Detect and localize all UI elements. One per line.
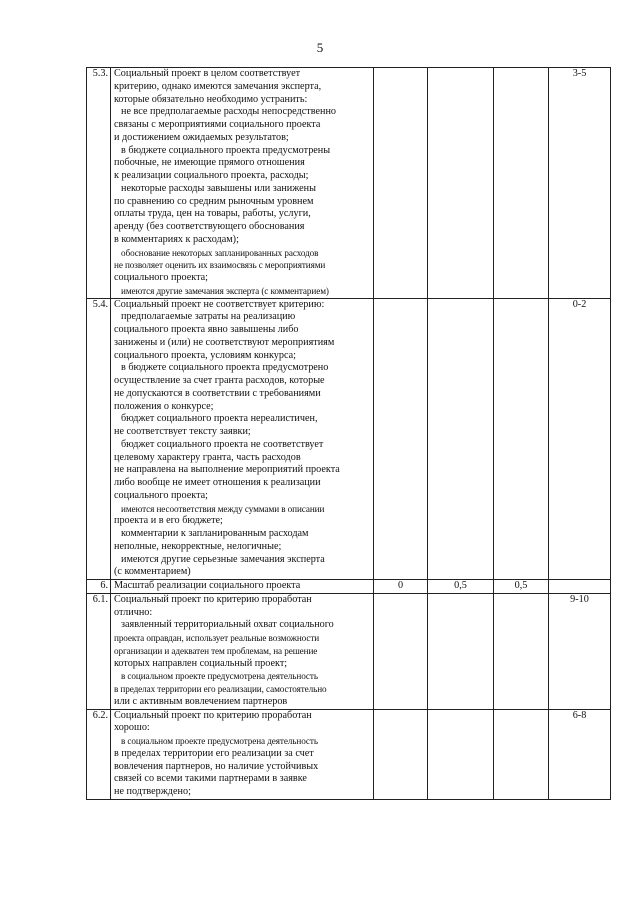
row-number: 5.3. [87, 68, 111, 299]
description-line: Социальный проект по критерию проработан [114, 709, 312, 721]
score-range-cell: 6-8 [549, 709, 611, 799]
description-line: побочные, не имеющие прямого отношения [114, 157, 305, 169]
description-line: связаны с мероприятиями социального проекта [114, 119, 321, 130]
description-line: организации и адекватен тем проблемам, на решение [114, 645, 318, 656]
weight-cell [374, 709, 428, 799]
table-row [87, 298, 611, 580]
weight-cell [374, 593, 428, 709]
description-line: целевому характеру гранта, часть расходов [114, 451, 301, 463]
weight-cell [494, 709, 549, 799]
description-line: проекта и в его бюджете; [114, 515, 223, 527]
score-range-cell: 0-2 [549, 298, 611, 580]
description-line: в пределах территории его реализации за счет [114, 747, 314, 759]
description-line: в социальном проекте предусмотрена деятельность [121, 736, 318, 746]
weight-cell [428, 709, 494, 799]
description-line: вовлечения партнеров, но наличие устойчивых [114, 760, 319, 772]
criterion-description [111, 298, 374, 580]
description-line: положения о конкурсе; [114, 400, 214, 412]
weight-cell [428, 298, 494, 580]
description-line: социального проекта явно завышены либо [114, 324, 299, 335]
score-range-cell [549, 580, 611, 594]
page-number: 5 [316, 40, 324, 55]
description-line: в пределах территории его реализации, самостоятельно [114, 684, 327, 694]
description-line: заявленный территориальный охват социального [121, 619, 334, 631]
weight-cell [428, 593, 494, 709]
description-line: которые обязательно необходимо устранить: [114, 93, 308, 105]
description-line: либо вообще не имеет отношения к реализации [114, 477, 321, 488]
weight-cell: 0 [374, 580, 428, 594]
description-line: не направлена на выполнение мероприятий проекта [114, 464, 340, 476]
description-line: в бюджете социального проекта предусмотрены [121, 144, 331, 156]
criterion-description [111, 593, 374, 709]
table-row [87, 593, 611, 709]
description-line: не допускаются в соответствии с требованиями [114, 387, 321, 399]
description-line: проекта оправдан, использует реальные возможности [114, 633, 320, 643]
description-line: Социальный проект в целом соответствует [114, 68, 301, 79]
description-line: Социальный проект по критерию проработан [114, 593, 312, 605]
description-line: некоторые расходы завышены или занижены [121, 182, 316, 194]
description-line: аренду (без соответствующего обоснования [114, 221, 305, 232]
score-range-cell: 9-10 [549, 593, 611, 709]
row-number: 5.4. [87, 298, 111, 580]
table-row [87, 68, 611, 299]
row-number: 6.1. [87, 593, 111, 709]
description-line: Масштаб реализации социального проекта [114, 580, 301, 591]
description-line: по сравнению со средним рыночным уровнем [114, 195, 314, 207]
description-line: не подтверждено; [114, 786, 191, 797]
weight-cell: 0,5 [428, 580, 494, 594]
description-line: бюджет социального проекта нереалистичен, [121, 413, 318, 425]
description-line: имеются другие замечания эксперта (с комментарием) [121, 285, 329, 296]
weight-cell [494, 68, 549, 299]
description-line: в бюджете социального проекта предусмотрено [121, 362, 329, 374]
description-line: не соответствует тексту заявки; [114, 426, 251, 437]
description-line: связей со всеми такими партнерами в заявке [114, 773, 307, 785]
description-line: Социальный проект не соответствует критерию: [114, 298, 325, 310]
description-line: социального проекта; [114, 489, 209, 501]
description-line: хорошо: [114, 722, 150, 734]
description-line: к реализации социального проекта, расходы; [114, 170, 309, 181]
description-line: (с комментарием) [114, 566, 191, 578]
description-line: комментарии к запланированным расходам [121, 528, 309, 539]
description-line: осуществление за счет гранта расходов, которые [114, 375, 325, 386]
criteria-table [86, 67, 611, 800]
row-number: 6.2. [87, 709, 111, 799]
criterion-description [111, 709, 374, 799]
table-row [87, 580, 611, 594]
table-row [87, 709, 611, 799]
score-range-cell: 3-5 [549, 68, 611, 299]
description-line: не все предполагаемые расходы непосредственно [121, 106, 336, 118]
weight-cell: 0,5 [494, 580, 549, 594]
description-line: отлично: [114, 606, 153, 618]
description-line: оплаты труда, цен на товары, работы, услуги, [114, 208, 311, 220]
description-line: занижены и (или) не соответствуют мероприятиям [114, 336, 335, 348]
description-line: не позволяет оценить их взаимосвязь с мероприятиями [114, 260, 326, 271]
criterion-description [111, 68, 374, 299]
description-line: имеются несоответствия между суммами в описании [121, 503, 325, 514]
description-line: бюджет социального проекта не соответствует [121, 438, 324, 450]
description-line: имеются другие серьезные замечания эксперта [121, 553, 325, 565]
weight-cell [494, 593, 549, 709]
row-number: 6. [87, 580, 111, 594]
description-line: социального проекта; [114, 272, 209, 283]
description-line: в социальном проекте предусмотрена деятельность [121, 671, 318, 682]
description-line: обоснование некоторых запланированных расходов [121, 247, 319, 258]
description-line: неполные, некорректные, нелогичные; [114, 540, 282, 552]
description-line: которых направлен социальный проект; [114, 657, 288, 669]
weight-cell [374, 68, 428, 299]
description-line: и достижением ожидаемых результатов; [114, 131, 289, 143]
weight-cell [428, 68, 494, 299]
description-line: в комментариях к расходам); [114, 233, 239, 245]
criterion-description [111, 580, 374, 594]
weight-cell [374, 298, 428, 580]
description-line: предполагаемые затраты на реализацию [121, 311, 296, 323]
description-line: социального проекта, условиям конкурса; [114, 349, 296, 361]
weight-cell [494, 298, 549, 580]
description-line: или с активным вовлечением партнеров [114, 695, 288, 707]
description-line: критерию, однако имеются замечания эксперта, [114, 80, 322, 92]
